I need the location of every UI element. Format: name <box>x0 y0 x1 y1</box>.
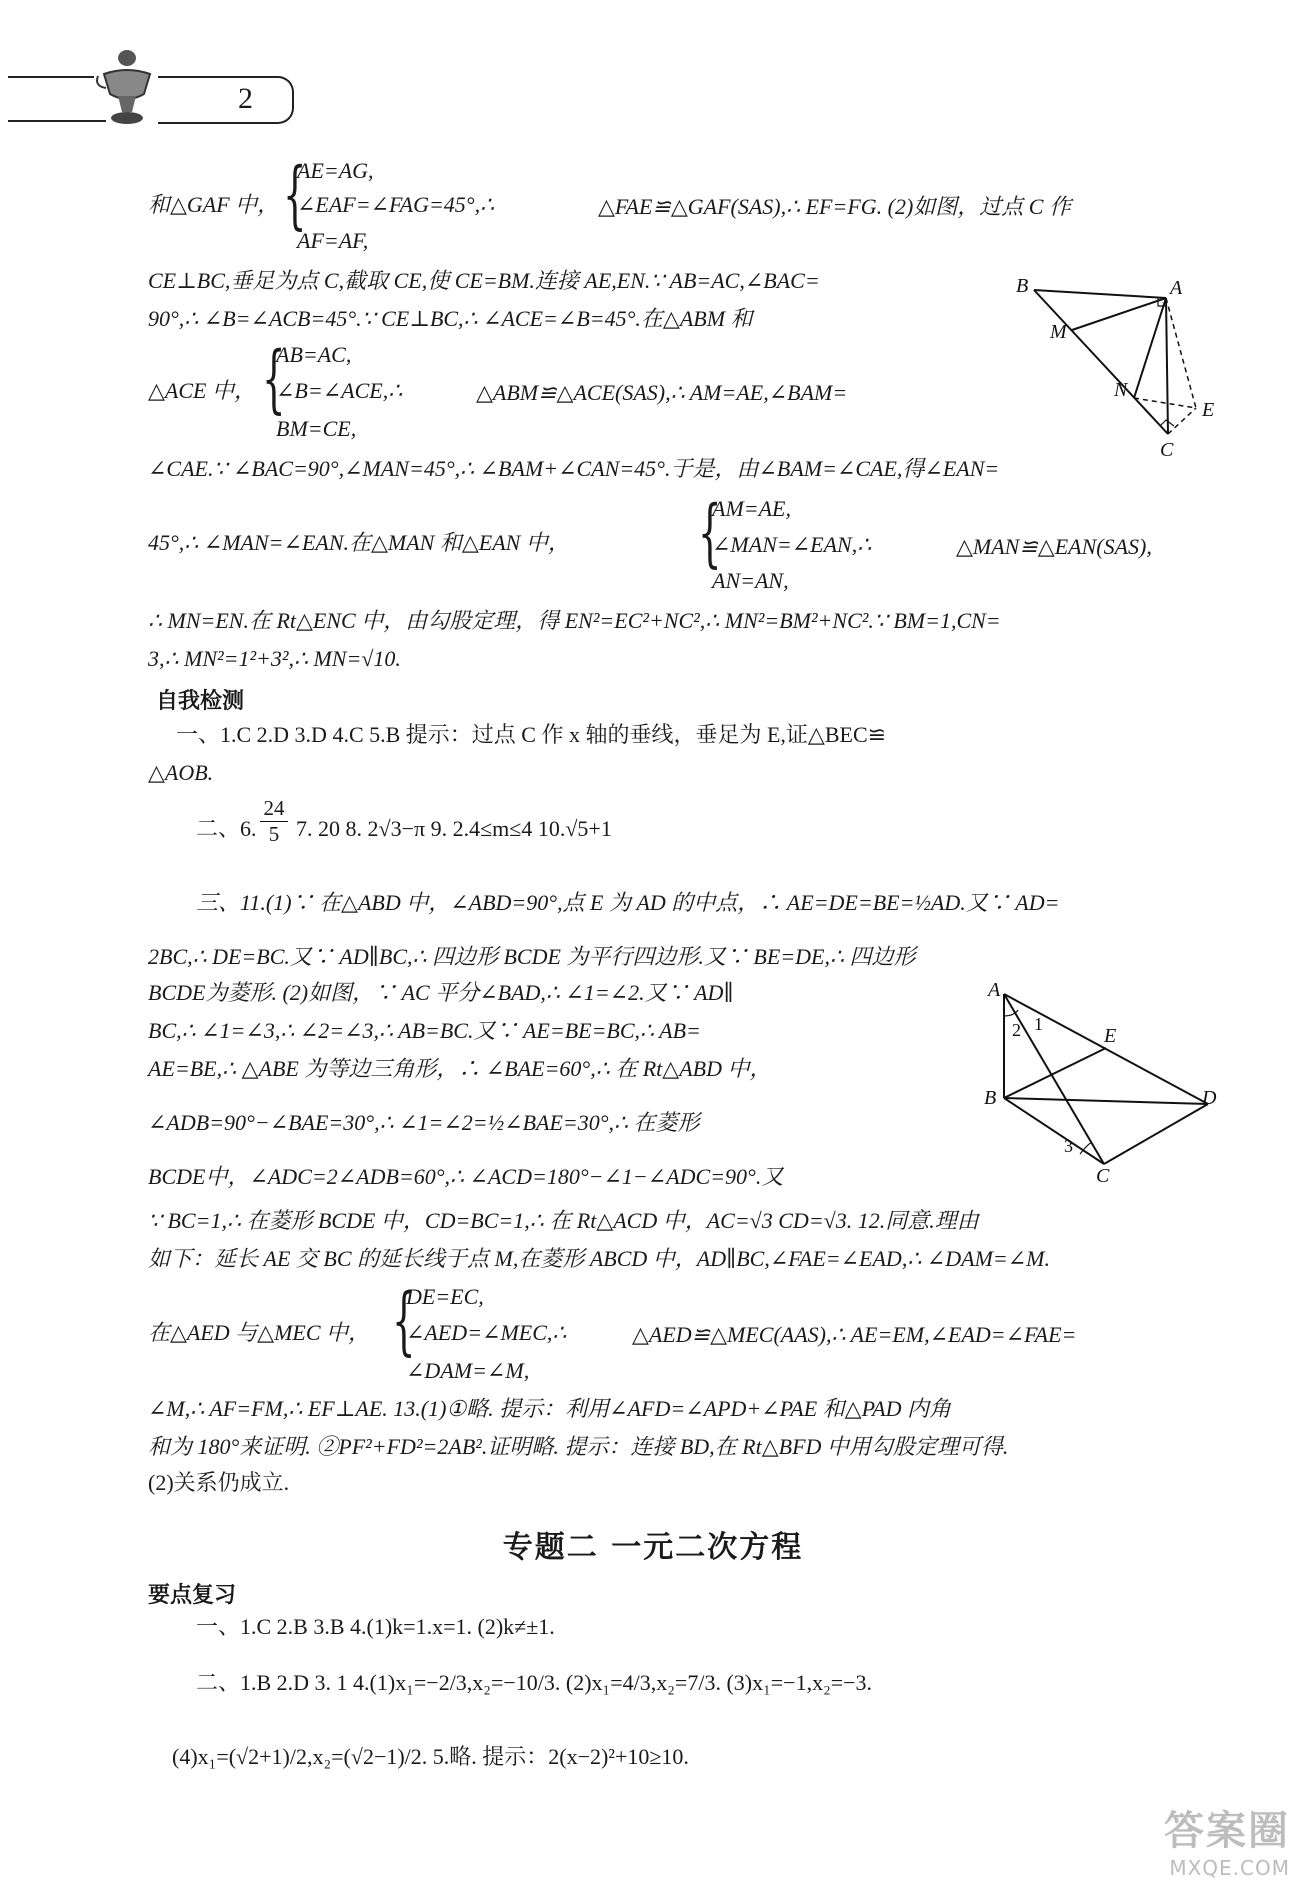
figure-label: C <box>1160 439 1174 461</box>
text-line: CE⊥BC,垂足为点 C,截取 CE,使 CE=BM.连接 AE,EN.∵ AB=AC,∠BAC= <box>148 268 820 293</box>
text-line: ∠CAE.∵ ∠BAC=90°,∠MAN=45°,∴ ∠BAM+∠CAN=45°.于是，由∠BAM=∠CAE,得∠EAN= <box>148 456 1000 481</box>
text-line: △AOB. <box>148 760 214 785</box>
brace-row: ∠DAM=∠M, <box>406 1358 530 1383</box>
figure-label: B <box>984 1087 997 1109</box>
figure-label: E <box>1104 1025 1117 1047</box>
text-line: 90°,∴ ∠B=∠ACB=45°.∵ CE⊥BC,∴ ∠ACE=∠B=45°.在△ABM 和 <box>148 306 753 331</box>
text-line: 7. 20 8. 2√3−π 9. 2.4≤m≤4 10.√5+1 <box>296 816 612 841</box>
brace-row: AE=AG, <box>297 158 374 183</box>
brace-row: AM=AE, <box>712 496 791 521</box>
text-line: 3,∴ MN²=1²+3²,∴ MN=√10. <box>148 646 401 671</box>
page-number: 2 <box>238 82 253 115</box>
brace-row: AF=AF, <box>297 228 369 253</box>
angle-label: 3 <box>1064 1136 1073 1156</box>
text-line: 和为 180°来证明. ②PF²+FD²=2AB².证明略. 提示：连接 BD,在 Rt△BFD 中用勾股定理可得. <box>148 1434 1009 1459</box>
text-line: △ABM≌△ACE(SAS),∴ AM=AE,∠BAM= <box>476 380 848 405</box>
text-line: 2BC,∴ DE=BC.又∵ AD∥BC,∴ 四边形 BCDE 为平行四边形.又∵ BE=DE,∴ 四边形 <box>148 944 916 969</box>
figure-label: N <box>1114 379 1128 401</box>
text-line: BCDE中，∠ADC=2∠ADB=60°,∴ ∠ACD=180°−∠1−∠ADC=90°.又 <box>148 1164 784 1189</box>
brace-row: ∠B=∠ACE,∴ <box>276 378 403 403</box>
brace-row: AB=AC, <box>276 342 352 367</box>
text-line: △FAE≌△GAF(SAS),∴ EF=FG. (2)如图，过点 C 作 <box>598 194 1071 219</box>
watermark <box>1164 1799 1290 1880</box>
fraction-denominator: 5 <box>268 822 280 846</box>
text-line: △AED≌△MEC(AAS),∴ AE=EM,∠EAD=∠FAE= <box>632 1322 1077 1347</box>
brace-row: ∠MAN=∠EAN,∴ <box>712 532 872 557</box>
text-line: BC,∴ ∠1=∠3,∴ ∠2=∠3,∴ AB=BC.又∵ AE=BE=BC,∴ AB= <box>148 1018 701 1043</box>
figure-label: D <box>1202 1087 1217 1109</box>
text-line: ∠M,∴ AF=FM,∴ EF⊥AE. 13.(1)①略. 提示：利用∠AFD=∠APD+∠PAE 和△PAD 内角 <box>148 1396 952 1421</box>
text-line: AE=BE,∴ △ABE 为等边三角形，∴ ∠BAE=60°,∴ 在 Rt△ABD 中， <box>148 1056 772 1081</box>
section-heading: 要点复习 <box>148 1583 237 1608</box>
text-line: △ACE 中， <box>148 378 256 403</box>
fraction-numerator: 24 <box>260 796 288 822</box>
text-line: 45°,∴ ∠MAN=∠EAN.在△MAN 和△EAN 中， <box>148 530 570 555</box>
text-line: 二、6. <box>196 816 257 841</box>
fraction <box>260 796 288 847</box>
brace-row: ∠EAF=∠FAG=45°,∴ <box>297 192 495 217</box>
geometry-figure-1 <box>1010 270 1240 470</box>
figure-label: A <box>1170 277 1183 299</box>
text-line: BCDE为菱形. (2)如图，∵ AC 平分∠BAD,∴ ∠1=∠2.又∵ AD∥ <box>148 980 734 1005</box>
section-heading: 自我检测 <box>156 689 245 714</box>
brace-row: AN=AN, <box>712 568 789 593</box>
header-rule-left <box>8 76 94 78</box>
figure-label: C <box>1096 1165 1110 1184</box>
angle-label: 2 <box>1012 1020 1021 1040</box>
brace-row: BM=CE, <box>276 416 357 441</box>
figure-label: M <box>1050 321 1067 343</box>
text-line: 如下：延长 AE 交 BC 的延长线于点 M,在菱形 ABCD 中，AD∥BC,∠FAE=∠EAD,∴ ∠DAM=∠M. <box>148 1246 1051 1271</box>
brace-symbol: { <box>698 490 722 576</box>
brace-symbol: { <box>262 336 286 422</box>
text-line: △MAN≌△EAN(SAS), <box>956 534 1152 559</box>
vase-emblem-icon <box>92 46 162 128</box>
figure-label: A <box>988 979 1001 1001</box>
topic-title: 专题二 一元二次方程 <box>502 1530 804 1565</box>
text-line: (2)关系仍成立. <box>148 1470 290 1495</box>
text-line: ∴ MN=EN.在 Rt△ENC 中，由勾股定理，得 EN²=EC²+NC²,∴ MN²=BM²+NC².∵ BM=1,CN= <box>148 608 1001 633</box>
watermark-url: MXQE.COM <box>1169 1856 1290 1880</box>
text-line: ∵ BC=1,∴ 在菱形 BCDE 中，CD=BC=1,∴ 在 Rt△ACD 中，AC=√3 CD=√3. 12.同意.理由 <box>148 1208 979 1233</box>
brace-symbol: { <box>392 1278 416 1364</box>
text-line: 一、1.C 2.B 3.B 4.(1)k=1.x=1. (2)k≠±1. <box>196 1614 555 1639</box>
brace-symbol: { <box>283 152 307 238</box>
text-line: 和△GAF 中， <box>148 192 280 217</box>
figure-label: E <box>1202 399 1215 421</box>
brace-row: ∠AED=∠MEC,∴ <box>406 1320 567 1345</box>
text-line: 一、1.C 2.D 3.D 4.C 5.B 提示：过点 C 作 x 轴的垂线，垂足为 E,证△BEC≌ <box>176 722 887 747</box>
geometry-figure-2 <box>980 978 1220 1184</box>
text-line: (4)x₁=(√2+1)/2,x₂=(√2−1)/2. 5.略. 提示：2(x−2)²+10≥10. <box>172 1744 689 1769</box>
text-line: 在△AED 与△MEC 中， <box>148 1320 371 1345</box>
page-number-box <box>158 76 294 124</box>
figure-label: B <box>1016 275 1029 297</box>
text-line: ∠ADB=90°−∠BAE=30°,∴ ∠1=∠2=½∠BAE=30°,∴ 在菱形 <box>148 1110 700 1135</box>
text-line: 二、1.B 2.D 3. 1 4.(1)x₁=−2/3,x₂=−10/3. (2)x₁=4/3,x₂=7/3. (3)x₁=−1,x₂=−3. <box>196 1670 873 1695</box>
text-line: 三、11.(1)∵ 在△ABD 中，∠ABD=90°,点 E 为 AD 的中点，∴ AE=DE=BE=½AD.又∵ AD= <box>196 890 1060 915</box>
angle-label: 1 <box>1034 1014 1043 1034</box>
brace-row: DE=EC, <box>406 1284 484 1309</box>
watermark-logo-text: 答案圈 <box>1164 1808 1290 1854</box>
